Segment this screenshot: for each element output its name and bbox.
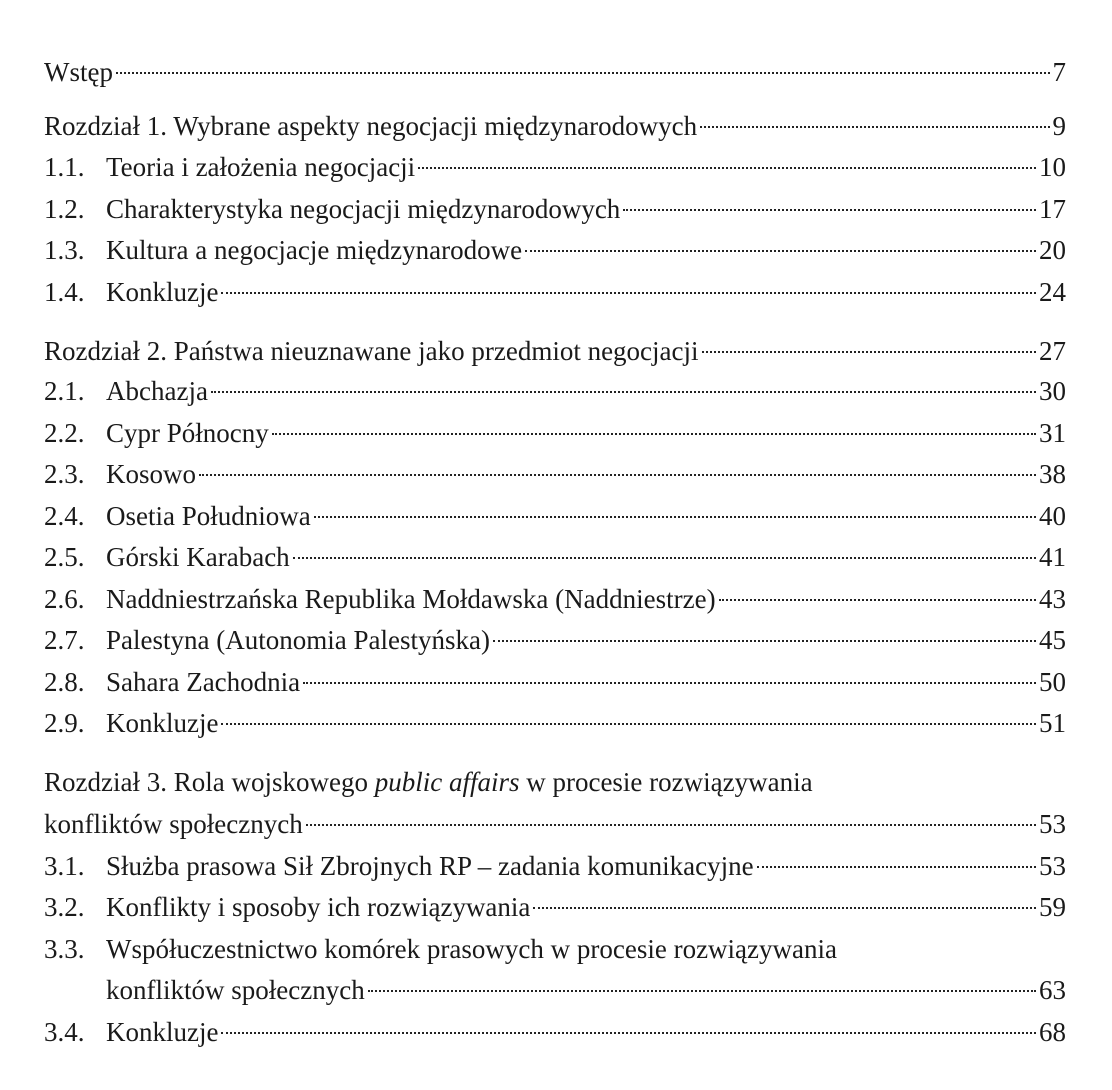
section-number: 1.2. <box>44 194 85 224</box>
section-title: Charakterystyka negocjacji międzynarodowych <box>106 194 621 224</box>
section-title: Sahara Zachodnia <box>106 667 301 697</box>
toc-section <box>44 1012 1066 1052</box>
leader-dots <box>221 723 1036 725</box>
leader-dots <box>199 474 1036 476</box>
toc-section <box>44 620 1066 660</box>
toc-section <box>44 413 1066 453</box>
toc-section <box>44 846 1066 886</box>
chapter-heading-pre: Rozdział 3. Rola wojskowego <box>44 767 375 797</box>
leader-dots <box>303 682 1036 684</box>
section-number: 2.9. <box>44 708 85 738</box>
section-number: 3.3. <box>44 934 85 964</box>
toc-section <box>44 579 1066 619</box>
section-title: Teoria i założenia negocjacji <box>106 152 416 182</box>
toc-entry-page: 7 <box>1052 57 1066 87</box>
toc-section <box>44 272 1066 312</box>
leader-dots <box>221 292 1036 294</box>
chapter-heading <box>44 762 813 802</box>
leader-dots <box>700 126 1049 128</box>
section-number: 1.4. <box>44 277 85 307</box>
toc-section <box>44 147 1066 187</box>
leader-dots <box>368 990 1036 992</box>
section-title: Konkluzje <box>106 1017 219 1047</box>
leader-dots <box>293 557 1036 559</box>
section-page: 30 <box>1039 376 1066 406</box>
section-number: 2.7. <box>44 625 85 655</box>
toc-section <box>44 496 1066 536</box>
section-title: Naddniestrzańska Republika Mołdawska (Naddniestrze) <box>106 584 716 614</box>
section-title: Konflikty i sposoby ich rozwiązywania <box>106 892 531 922</box>
section-page: 68 <box>1039 1017 1066 1047</box>
section-number: 2.2. <box>44 418 85 448</box>
chapter-heading: Rozdział 1. Wybrane aspekty negocjacji międzynarodowych <box>44 111 698 141</box>
section-page: 50 <box>1039 667 1066 697</box>
chapter-heading-cont: konfliktów społecznych <box>44 809 303 839</box>
section-title: Cypr Północny <box>106 418 269 448</box>
toc-section <box>44 887 1066 927</box>
section-number: 2.1. <box>44 376 85 406</box>
section-page: 63 <box>1039 975 1066 1005</box>
toc-entry-title: Wstęp <box>44 57 113 87</box>
chapter-heading: Rozdział 2. Państwa nieuznawane jako przedmiot negocjacji <box>44 336 699 366</box>
leader-dots <box>221 1032 1036 1034</box>
toc-section <box>44 230 1066 270</box>
section-page: 24 <box>1039 277 1066 307</box>
toc-chapter-3 <box>44 762 813 802</box>
section-title: Osetia Południowa <box>106 501 311 531</box>
toc-chapter-1 <box>44 106 1066 146</box>
section-page: 10 <box>1039 152 1066 182</box>
leader-dots <box>719 599 1036 601</box>
section-number: 1.3. <box>44 235 85 265</box>
section-page: 51 <box>1039 708 1066 738</box>
leader-dots <box>623 209 1036 211</box>
leader-dots <box>306 824 1036 826</box>
toc-section <box>44 929 837 969</box>
leader-dots <box>493 640 1036 642</box>
leader-dots <box>757 866 1036 868</box>
leader-dots <box>525 250 1036 252</box>
toc-section-cont <box>44 970 1066 1010</box>
toc-section <box>44 662 1066 702</box>
toc-entry-intro <box>44 52 1066 92</box>
section-page: 41 <box>1039 542 1066 572</box>
leader-dots <box>272 433 1036 435</box>
section-number: 3.4. <box>44 1017 85 1047</box>
toc-section <box>44 371 1066 411</box>
section-title-cont: konfliktów społecznych <box>106 975 365 1005</box>
section-number: 3.2. <box>44 892 85 922</box>
toc-entry-page: 27 <box>1039 336 1066 366</box>
section-page: 43 <box>1039 584 1066 614</box>
leader-dots <box>116 72 1050 74</box>
leader-dots <box>211 391 1036 393</box>
toc-entry-page: 53 <box>1039 809 1066 839</box>
section-page: 20 <box>1039 235 1066 265</box>
section-page: 38 <box>1039 459 1066 489</box>
section-title: Służba prasowa Sił Zbrojnych RP – zadania komunikacyjne <box>106 851 754 881</box>
chapter-heading-italic: public affairs <box>374 767 520 797</box>
leader-dots <box>314 516 1036 518</box>
section-number: 2.8. <box>44 667 85 697</box>
leader-dots <box>533 907 1036 909</box>
section-number: 2.3. <box>44 459 85 489</box>
section-page: 40 <box>1039 501 1066 531</box>
toc-section <box>44 189 1066 229</box>
section-title: Palestyna (Autonomia Palestyńska) <box>106 625 490 655</box>
toc-chapter-3-cont <box>44 804 1066 844</box>
toc-section <box>44 537 1066 577</box>
leader-dots <box>418 167 1036 169</box>
section-number: 1.1. <box>44 152 85 182</box>
section-title: Konkluzje <box>106 277 219 307</box>
section-page: 59 <box>1039 892 1066 922</box>
section-number: 2.4. <box>44 501 85 531</box>
section-title: Konkluzje <box>106 708 219 738</box>
section-number: 3.1. <box>44 851 85 881</box>
section-page: 53 <box>1039 851 1066 881</box>
toc-section <box>44 454 1066 494</box>
section-title: Górski Karabach <box>106 542 290 572</box>
chapter-heading-post: w procesie rozwiązywania <box>519 767 813 797</box>
section-title: Kosowo <box>106 459 197 489</box>
toc-section <box>44 703 1066 743</box>
section-title: Abchazja <box>106 376 208 406</box>
section-title: Kultura a negocjacje międzynarodowe <box>106 235 523 265</box>
section-number: 2.6. <box>44 584 85 614</box>
toc-entry-page: 9 <box>1052 111 1066 141</box>
section-page: 45 <box>1039 625 1066 655</box>
section-number: 2.5. <box>44 542 85 572</box>
section-page: 31 <box>1039 418 1066 448</box>
section-title: Współuczestnictwo komórek prasowych w procesie rozwiązywania <box>106 934 837 964</box>
leader-dots <box>702 351 1036 353</box>
toc-chapter-2 <box>44 331 1066 371</box>
section-page: 17 <box>1039 194 1066 224</box>
